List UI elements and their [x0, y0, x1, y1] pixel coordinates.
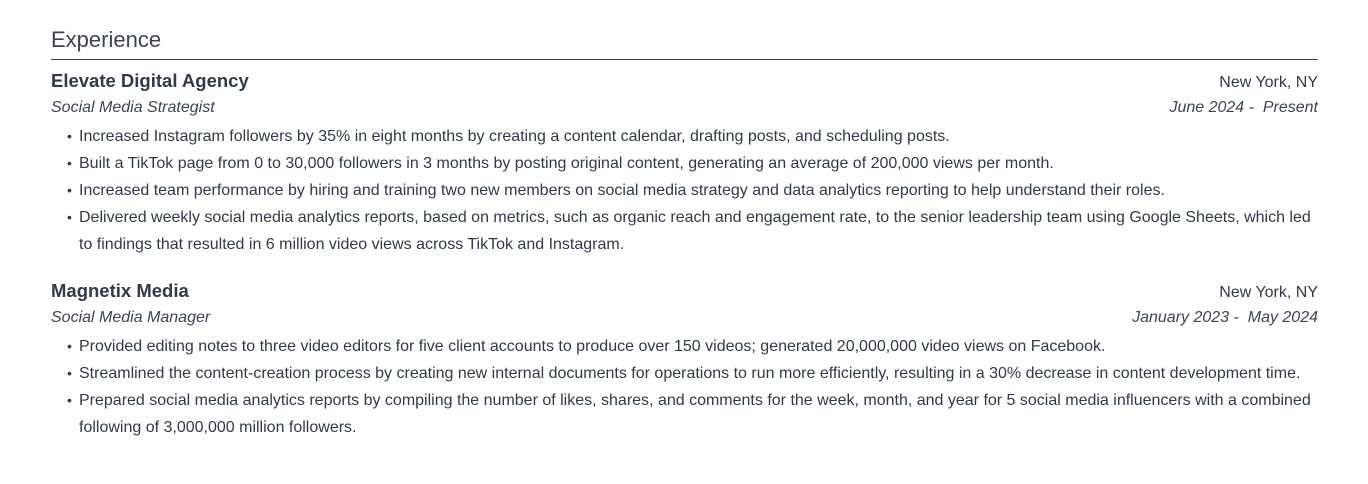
job-role: Social Media Strategist: [51, 99, 215, 116]
bullet-text: Delivered weekly social media analytics reports, based on metrics, such as organic reach and engagement rate, to the senior leadership team using Google Sheets, which led to findings that resulted in 6 million video views across TikTok and Instagram.: [79, 209, 1311, 253]
job-bullet: [51, 333, 1318, 360]
bullet-text: Built a TikTok page from 0 to 30,000 followers in 3 months by posting original content, generating an average of 200,000 views per month.: [79, 155, 1054, 172]
company-name: Elevate Digital Agency: [51, 70, 249, 91]
job-dates: January 2023 - May 2024: [1132, 309, 1318, 326]
job-bullet: [51, 360, 1318, 387]
job-location: New York, NY: [1219, 284, 1318, 301]
bullet-text: Prepared social media analytics reports by compiling the number of likes, shares, and comments for the week, month, and year for 5 social media influencers with a combined following of 3,000,000 million followers.: [79, 392, 1311, 436]
bullet-icon: •: [67, 338, 72, 354]
job-bullet: [51, 150, 1318, 177]
job-entry: [51, 280, 1318, 441]
bullet-text: Increased Instagram followers by 35% in eight months by creating a content calendar, drafting posts, and scheduling posts.: [79, 128, 950, 145]
job-header-row: [51, 280, 1318, 304]
job-header-row: [51, 70, 1318, 94]
job-bullet-list: [51, 123, 1318, 258]
job-subheader-row: [51, 304, 1318, 329]
job-bullet: [51, 123, 1318, 150]
bullet-text: Streamlined the content-creation process by creating new internal documents for operations to run more efficiently, resulting in a 30% decrease in content development time.: [79, 365, 1301, 382]
company-name: Magnetix Media: [51, 280, 189, 301]
job-location: New York, NY: [1219, 74, 1318, 91]
job-bullet: [51, 204, 1318, 258]
bullet-icon: •: [67, 365, 72, 381]
bullet-icon: •: [67, 155, 72, 171]
job-role: Social Media Manager: [51, 309, 211, 326]
section-divider: [51, 59, 1318, 60]
bullet-icon: •: [67, 128, 72, 144]
job-bullet: [51, 387, 1318, 441]
job-bullet: [51, 177, 1318, 204]
bullet-text: Provided editing notes to three video editors for five client accounts to produce over 150 videos; generated 20,000,000 video views on Facebook.: [79, 338, 1106, 355]
bullet-icon: •: [67, 209, 72, 225]
job-dates: June 2024 - Present: [1169, 99, 1318, 116]
job-entry: [51, 70, 1318, 258]
bullet-icon: •: [67, 392, 72, 408]
section-title: Experience: [51, 27, 162, 52]
bullet-text: Increased team performance by hiring and training two new members on social media strategy and data analytics reporting to help understand their roles.: [79, 182, 1165, 199]
bullet-icon: •: [67, 182, 72, 198]
job-subheader-row: [51, 94, 1318, 119]
job-bullet-list: [51, 333, 1318, 441]
